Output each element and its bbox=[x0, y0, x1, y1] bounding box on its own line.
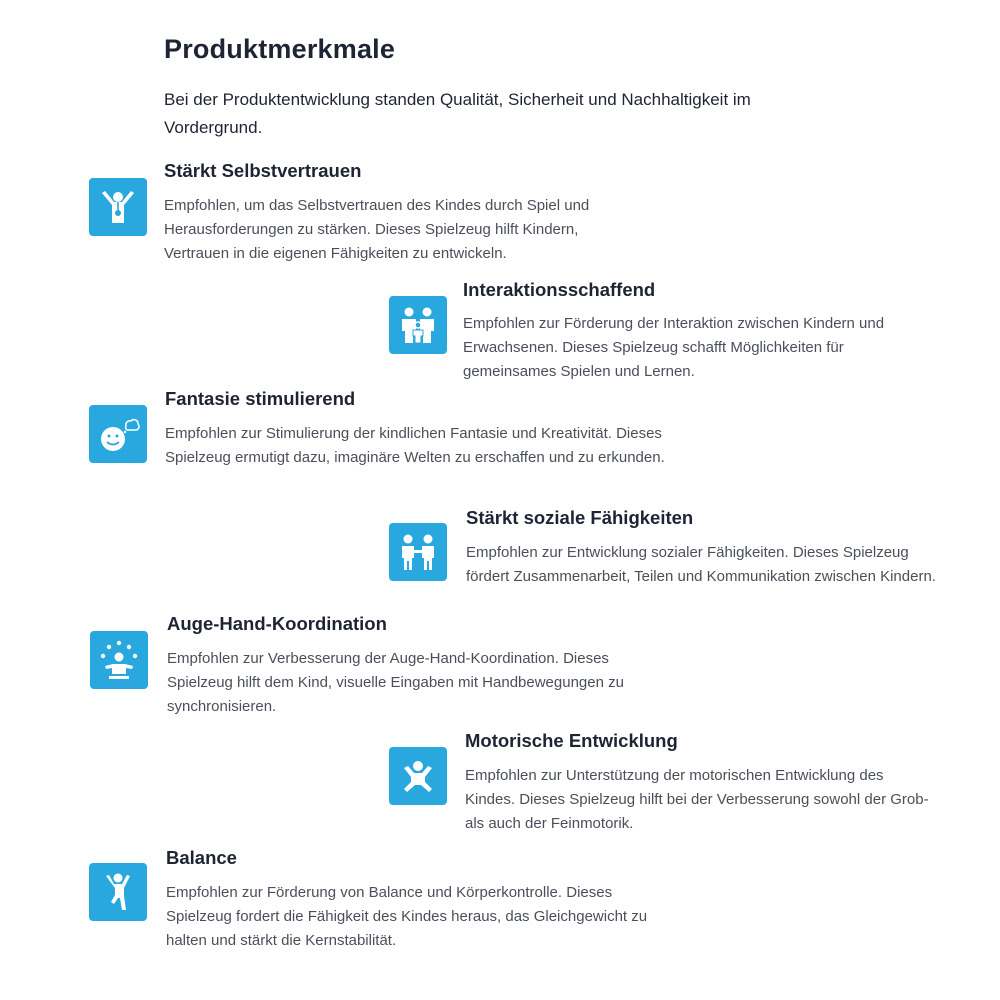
feature-title: Balance bbox=[166, 847, 237, 868]
confident-child-icon bbox=[89, 178, 147, 236]
feature-description: Empfohlen zur Verbesserung der Auge-Hand-Koordination. Dieses Spielzeug hilft dem Kind, visuelle Eingaben mit Handbewegungen zu synchronisieren. bbox=[167, 650, 624, 715]
page-intro: Bei der Produktentwicklung standen Qualität, Sicherheit und Nachhaltigkeit im Vordergrund. bbox=[164, 90, 751, 137]
feature-title: Auge-Hand-Koordination bbox=[167, 613, 387, 634]
feature-description: Empfohlen zur Förderung von Balance und Körperkontrolle. Dieses Spielzeug fordert die Fähigkeit des Kindes heraus, das Gleichgewicht zu halten und stärkt die Kernstabilität. bbox=[166, 884, 648, 949]
feature-description: Empfohlen zur Stimulierung der kindlichen Fantasie und Kreativität. Dieses Spielzeug ermutigt dazu, imaginäre Welten zu erschaffen und zu erkunden. bbox=[165, 425, 665, 466]
page-title: Produktmerkmale bbox=[164, 34, 396, 64]
feature-title: Fantasie stimulierend bbox=[165, 388, 356, 409]
feature-description: Empfohlen zur Unterstützung der motorischen Entwicklung des Kindes. Dieses Spielzeug hilft bei der Verbesserung sowohl der Grob- als auch der Feinmotorik. bbox=[465, 767, 929, 832]
feature-description: Empfohlen zur Entwicklung sozialer Fähigkeiten. Dieses Spielzeug fördert Zusammenarbeit, Teilen und Kommunikation zwischen Kindern. bbox=[466, 544, 936, 585]
feature-description: Empfohlen zur Förderung der Interaktion zwischen Kindern und Erwachsenen. Dieses Spielzeug schafft Möglichkeiten für gemeinsames Spielen und Lernen. bbox=[463, 315, 885, 380]
feature-title: Stärkt Selbstvertrauen bbox=[164, 160, 362, 181]
family-icon bbox=[389, 296, 447, 354]
feature-description: Empfohlen, um das Selbstvertrauen des Kindes durch Spiel und Herausforderungen zu stärken. Dieses Spielzeug hilft Kindern, Vertrauen in die eigenen Fähigkeiten zu entwickeln. bbox=[164, 197, 590, 262]
smiley-thought-icon bbox=[89, 405, 147, 463]
two-children-icon bbox=[389, 523, 447, 581]
feature-title: Motorische Entwicklung bbox=[465, 730, 678, 751]
balancing-child-icon bbox=[89, 863, 147, 921]
juggling-child-icon bbox=[90, 631, 148, 689]
feature-title: Interaktionsschaffend bbox=[463, 279, 656, 300]
crawling-baby-icon bbox=[389, 747, 447, 805]
feature-title: Stärkt soziale Fähigkeiten bbox=[466, 507, 694, 528]
